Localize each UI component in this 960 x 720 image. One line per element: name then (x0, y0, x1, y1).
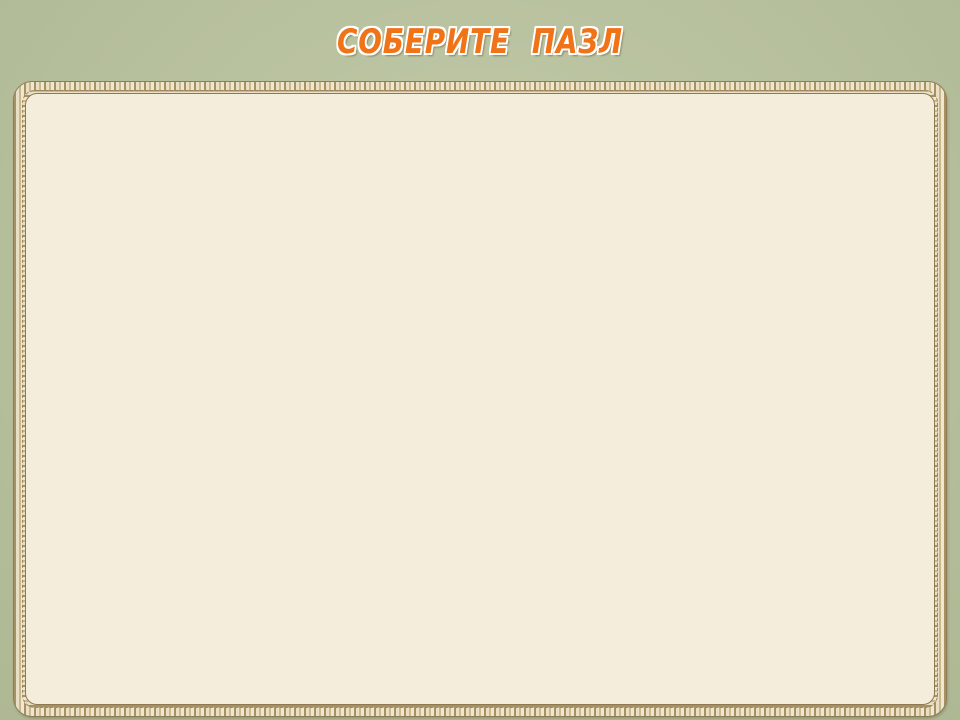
puzzle-frame-border (22, 90, 938, 708)
puzzle-board[interactable] (25, 93, 935, 705)
puzzle-frame (14, 82, 946, 716)
page-title: СОБЕРИТЕ ПАЗЛ (336, 22, 624, 62)
